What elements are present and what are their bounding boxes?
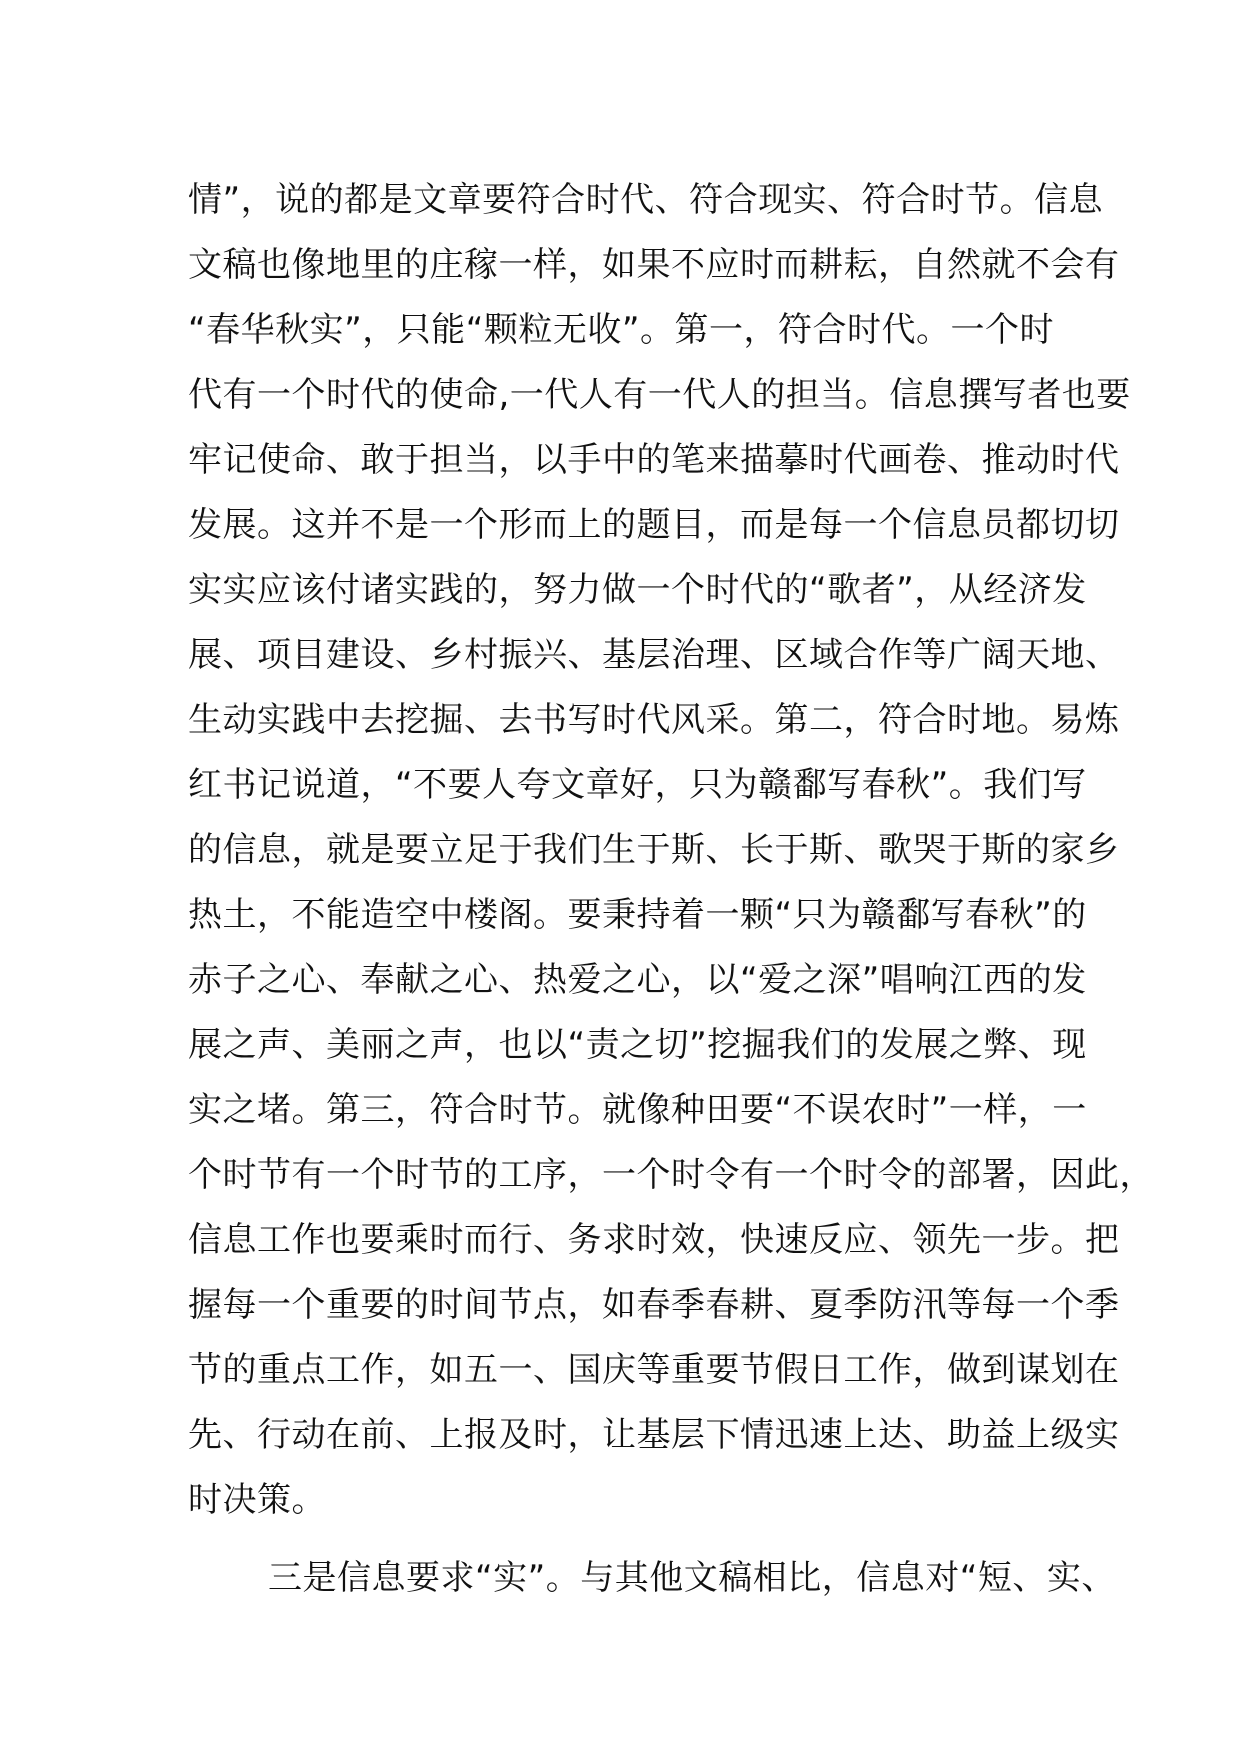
- text-line: 实之堵。第三，符合时节。就像种田要“不误农时”一样，一: [188, 1090, 1087, 1130]
- text-line: 时决策。: [188, 1480, 326, 1520]
- text-line: 代有一个时代的使命,一代人有一代人的担当。信息撰写者也要: [188, 375, 1131, 415]
- text-line: 生动实践中去挖掘、去书写时代风采。第二，符合时地。易炼: [188, 700, 1120, 740]
- paragraph-start: 三是信息要求“实”。与其他文稿相比，信息对“短、实、: [268, 1558, 1116, 1598]
- text-line: 展、项目建设、乡村振兴、基层治理、区域合作等广阔天地、: [188, 635, 1120, 675]
- text-line: 赤子之心、奉献之心、热爱之心，以“爱之深”唱响江西的发: [188, 960, 1087, 1000]
- text-line: 的信息，就是要立足于我们生于斯、长于斯、歌哭于斯的家乡: [188, 830, 1120, 870]
- text-line: 实实应该付诸实践的，努力做一个时代的“歌者”，从经济发: [188, 570, 1087, 610]
- text-line: 握每一个重要的时间节点，如春季春耕、夏季防汛等每一个季: [188, 1285, 1120, 1325]
- text-line: 牢记使命、敢于担当，以手中的笔来描摹时代画卷、推动时代: [188, 440, 1120, 480]
- text-line: 先、行动在前、上报及时，让基层下情迅速上达、助益上级实: [188, 1415, 1120, 1455]
- body-text: [188, 168, 1154, 1611]
- text-line: “春华秋实”，只能“颗粒无收”。第一，符合时代。一个时: [188, 310, 1054, 350]
- text-line: 信息工作也要乘时而行、务求时效，快速反应、领先一步。把: [188, 1220, 1120, 1260]
- text-line: 文稿也像地里的庄稼一样，如果不应时而耕耘，自然就不会有: [188, 245, 1120, 285]
- text-line: 个时节有一个时节的工序，一个时令有一个时令的部署，因此，: [188, 1155, 1154, 1195]
- text-line: 热土，不能造空中楼阁。要秉持着一颗“只为赣鄱写春秋”的: [188, 895, 1087, 935]
- text-line: 情”，说的都是文章要符合时代、符合现实、符合时节。信息: [188, 180, 1104, 220]
- paragraph-gap: [188, 1533, 1088, 1546]
- text-line: 红书记说道，“不要人夸文章好，只为赣鄱写春秋”。我们写: [188, 765, 1087, 805]
- text-line: 节的重点工作，如五一、国庆等重要节假日工作，做到谋划在: [188, 1350, 1120, 1390]
- text-line: 展之声、美丽之声，也以“责之切”挖掘我们的发展之弊、现: [188, 1025, 1087, 1065]
- text-line: 发展。这并不是一个形而上的题目，而是每一个信息员都切切: [188, 505, 1120, 545]
